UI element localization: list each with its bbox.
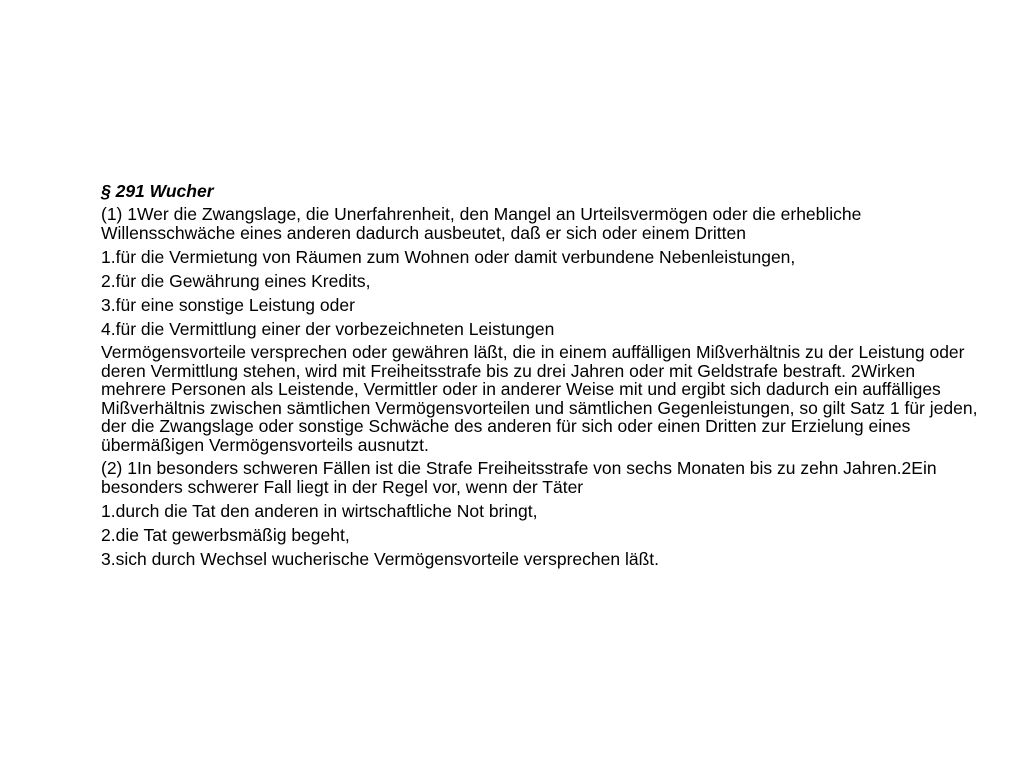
document-slide (101, 180, 981, 573)
list-item: 3.sich durch Wechsel wucherische Vermögensvorteile versprechen läßt. (101, 549, 659, 569)
paragraph-3: (2) 1In besonders schweren Fällen ist die Strafe Freiheitsstrafe von sechs Monaten bis zu zehn Jahren.2Ein besonders schwerer Fall liegt in der Regel vor, wenn der Täter (101, 458, 937, 497)
list-item: 2.für die Gewährung eines Kredits, (101, 271, 371, 291)
list-item: 3.für eine sonstige Leistung oder (101, 295, 355, 315)
paragraph-2: Vermögensvorteile versprechen oder gewähren läßt, die in einem auffälligen Mißverhältnis zu der Leistung oder deren Vermittlung stehen, wird mit Freiheitsstrafe bis zu drei Jahren oder mit Geldstrafe bestraft. 2Wirken mehrere Personen als Leistende, Vermittler oder in anderer Weise mit und ergibt sich dadurch ein auffälliges Mißverhältnis zwischen sämtlichen Vermögensvorteilen und sämtlichen Gegenleistungen, so gilt Satz 1 für jeden, der die Zwangslage oder sonstige Schwäche des anderen für sich oder einen Dritten zur Erzielung eines übermäßigen Vermögensvorteils ausnutzt. (101, 342, 978, 455)
paragraph-1: (1) 1Wer die Zwangslage, die Unerfahrenheit, den Mangel an Urteilsvermögen oder die erhebliche Willensschwäche eines anderen dadurch ausbeutet, daß er sich oder einem Dritten (101, 204, 862, 243)
list-item: 2.die Tat gewerbsmäßig begeht, (101, 525, 350, 545)
section-title: § 291 Wucher (101, 181, 214, 201)
list-item: 4.für die Vermittlung einer der vorbezeichneten Leistungen (101, 319, 555, 339)
list-item: 1.für die Vermietung von Räumen zum Wohnen oder damit verbundene Nebenleistungen, (101, 247, 796, 267)
list-item: 1.durch die Tat den anderen in wirtschaftliche Not bringt, (101, 501, 538, 521)
